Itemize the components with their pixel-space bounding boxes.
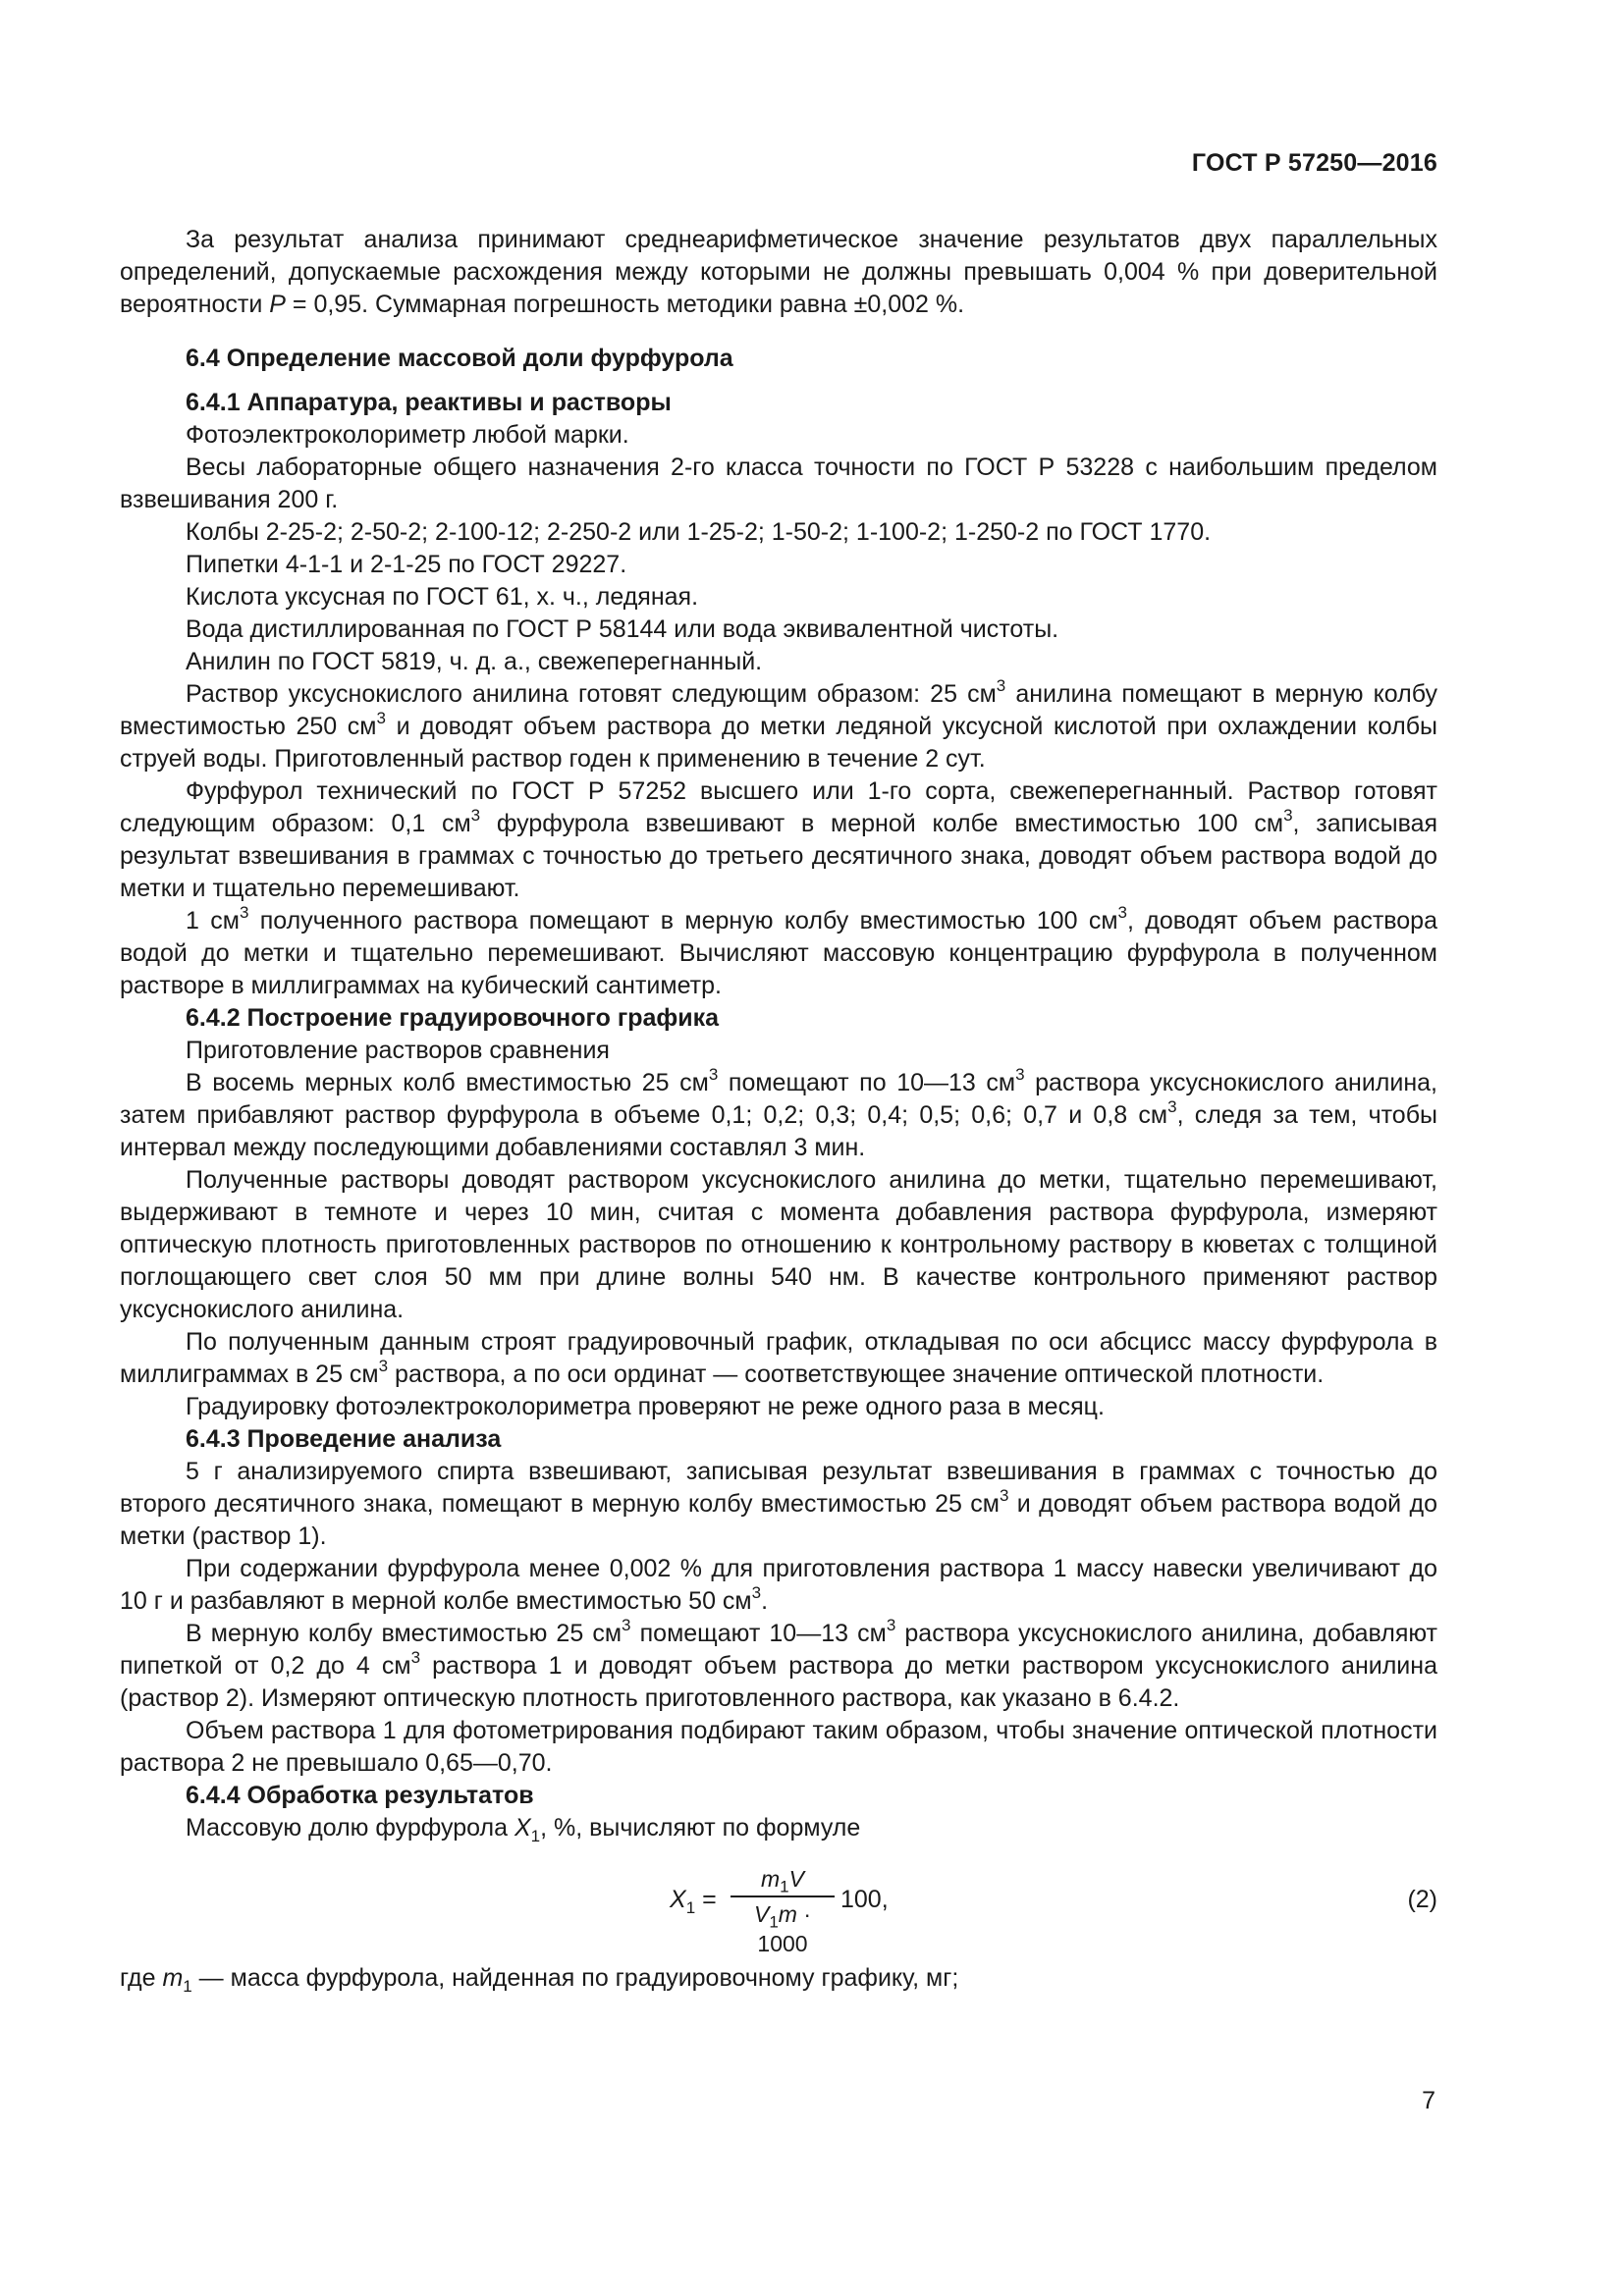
formula-fraction: [727, 1864, 839, 1958]
list-item: Фотоэлектроколориметр любой марки.: [186, 421, 629, 449]
formula-numerator: $m_1V$: [761, 1866, 804, 1896]
subheading: Приготовление растворов сравнения: [186, 1037, 610, 1064]
document-header-id: ГОСТ Р 57250—2016: [1191, 149, 1437, 177]
list-item: Вода дистиллированная по ГОСТ Р 58144 или вода эквивалентной чистоты.: [186, 615, 1059, 643]
where-clause: где $m_1$ — масса фурфурола, найденная по градуировочному графику, мг;: [120, 1964, 959, 1996]
dilution-paragraph: 1 $см^3$ полученного раствора помещают в мерную колбу вместимостью 100 $см^3$, доводят объем раствора водой до метки и тщательно перемешивают. Вычисляют массовую концентрацию фурфурола в полученном растворе в миллиграммах на кубический сантиметр.: [120, 902, 1437, 999]
section-6-4-3-title: 6.4.3 Проведение анализа: [186, 1425, 502, 1453]
formula-number: (2): [1407, 1886, 1437, 1913]
section-6-4-2-title: 6.4.2 Построение градуировочного графика: [186, 1004, 720, 1032]
calibration-check-paragraph: Градуировку фотоэлектроколориметра проверяют не реже одного раза в месяц.: [186, 1393, 1105, 1420]
furfural-paragraph: Фурфурол технический по ГОСТ Р 57252 высшего или 1-го сорта, свежеперегнанный. Раствор готовят следующим образом: 0,1 $см^3$ фурфурола взвешивают в мерной колбе вместимостью 100 $см^3$, записывая результат взвешивания в граммах с точностью до третьего десятичного знака, доводят объем раствора водой до метки и тщательно перемешивают.: [120, 777, 1438, 902]
document-body: [120, 145, 1437, 1995]
graph-paragraph: По полученным данным строят градуировочный график, откладывая по оси абсцисс массу фурфурола в миллиграммах в 25 $см^3$ раствора, а по оси ординат — соответствующее значение оптической плотности.: [120, 1328, 1437, 1388]
calibration-prep-paragraph: В восемь мерных колб вместимостью 25 $см^3$ помещают по 10—13 $см^3$ раствора уксуснокислого анилина, затем прибавляют раствор фурфурола в объеме 0,1; 0,2; 0,3; 0,4; 0,5; 0,6; 0,7 и 0,8 $см^3$, следя за тем, чтобы интервал между последующими добавлениями составлял 3 мин.: [120, 1064, 1437, 1161]
list-item: Кислота уксусная по ГОСТ 61, х. ч., ледяная.: [186, 583, 699, 611]
aniline-solution-paragraph: Раствор уксуснокислого анилина готовят следующим образом: 25 $см^3$ анилина помещают в мерную колбу вместимостью 250 $см^3$ и доводят объем раствора до метки ледяной уксусной кислотой при охлаждении колбы струей воды. Приготовленный раствор годен к применению в течение 2 сут.: [120, 675, 1437, 773]
formula-2: [120, 1864, 1437, 1956]
list-item: Колбы 2-25-2; 2-50-2; 2-100-12; 2-250-2 или 1-25-2; 1-50-2; 1-100-2; 1-250-2 по ГОСТ 1770.: [186, 518, 1212, 546]
analysis-paragraph-2: При содержании фурфурола менее 0,002 % для приготовления раствора 1 массу навески увеличивают до 10 г и разбавляют в мерной колбе вместимостью 50 $см^3$.: [120, 1555, 1437, 1615]
section-6-4-title: 6.4 Определение массовой доли фурфурола: [186, 345, 733, 372]
intro-paragraph: За результат анализа принимают среднеарифметическое значение результатов двух параллельных определений, допускаемые расхождения между которыми не должны превышать 0,004 % при доверительной вероятности P = 0,95. Суммарная погрешность методики равна ±0,002 %.: [120, 226, 1437, 318]
section-6-4-1-title: 6.4.1 Аппаратура, реактивы и растворы: [186, 389, 672, 416]
list-item: Пипетки 4-1-1 и 2-1-25 по ГОСТ 29227.: [186, 551, 627, 578]
list-item: Весы лабораторные общего назначения 2-го класса точности по ГОСТ Р 53228 с наибольшим пределом взвешивания 200 г.: [120, 454, 1437, 513]
formula-rhs: 100,: [840, 1886, 889, 1913]
list-item: Анилин по ГОСТ 5819, ч. д. а., свежеперегнанный.: [186, 648, 763, 675]
optical-density-paragraph: Полученные растворы доводят раствором уксуснокислого анилина до метки, тщательно перемешивают, выдерживают в темноте и через 10 мин, считая с момента добавления раствора фурфурола, измеряют оптическую плотность приготовленных растворов по отношению к контрольному раствору в кюветах с толщиной поглощающего свет слоя 50 мм при длине волны 540 нм. В качестве контрольного применяют раствор уксуснокислого анилина.: [120, 1166, 1437, 1323]
analysis-paragraph-4: Объем раствора 1 для фотометрирования подбирают таким образом, чтобы значение оптической плотности раствора 2 не превышало 0,65—0,70.: [120, 1717, 1437, 1777]
analysis-paragraph-1: 5 г анализируемого спирта взвешивают, записывая результат взвешивания в граммах с точностью до второго десятичного знака, помещают в мерную колбу вместимостью 25 $см^3$ и доводят объем раствора водой до метки (раствор 1).: [120, 1458, 1437, 1550]
analysis-paragraph-3: В мерную колбу вместимостью 25 $см^3$ помещают 10—13 $см^3$ раствора уксуснокислого анилина, добавляют пипеткой от 0,2 до 4 $см^3$ раствора 1 и доводят объем раствора до метки раствором уксуснокислого анилина (раствор 2). Измеряют оптическую плотность приготовленного раствора, как указано в 6.4.2.: [120, 1615, 1438, 1712]
formula-intro: Массовую долю фурфурола $X_1$, %, вычисляют по формуле: [186, 1814, 861, 1845]
page-number: 7: [1422, 2087, 1435, 2114]
formula-denominator: $V_1m \cdot 1000$: [753, 1901, 812, 1956]
formula-lhs: $X_1$ =: [670, 1886, 717, 1917]
section-6-4-4-title: 6.4.4 Обработка результатов: [186, 1782, 534, 1809]
